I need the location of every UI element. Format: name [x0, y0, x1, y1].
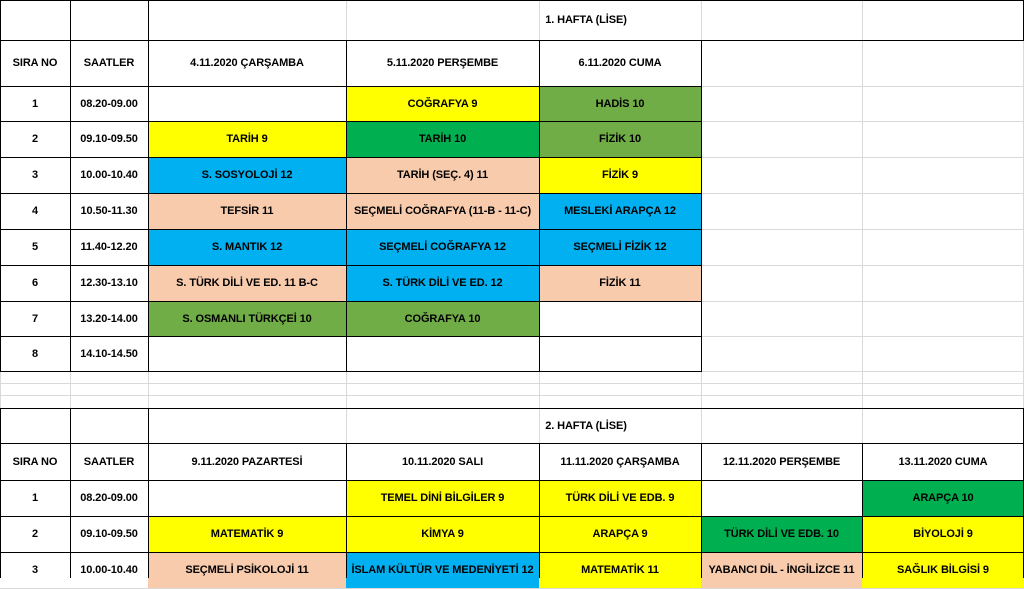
lesson-cell[interactable]: COĞRAFYA 9 — [346, 86, 539, 121]
lesson-cell[interactable]: S. OSMANLI TÜRKÇEİ 10 — [148, 301, 346, 336]
cell-border — [0, 301, 702, 302]
header-day-4 — [701, 40, 862, 86]
cell-border — [0, 480, 1024, 481]
lesson-cell[interactable]: TEMEL DİNİ BİLGİLER 9 — [346, 480, 539, 516]
row-time: 14.10-14.50 — [80, 347, 138, 360]
lesson-cell[interactable]: S. SOSYOLOJİ 12 — [148, 157, 346, 193]
header-day-3: 6.11.2020 CUMA — [578, 57, 662, 69]
lesson-cell[interactable]: KİMYA 9 — [346, 516, 539, 552]
row-time: 08.20-09.00 — [80, 97, 138, 110]
lesson-cell[interactable]: TARİH 10 — [346, 121, 539, 157]
lesson-cell[interactable]: S. MANTIK 12 — [148, 229, 346, 265]
lesson-cell[interactable]: ARAPÇA 10 — [862, 480, 1024, 516]
cell-border — [148, 0, 149, 372]
lesson-cell[interactable] — [862, 229, 1024, 265]
lesson-cell[interactable]: SEÇMELİ FİZİK 12 — [539, 229, 701, 265]
row-time: 09.10-09.50 — [80, 133, 138, 145]
lesson-cell[interactable]: FİZİK 9 — [539, 157, 701, 193]
lesson-cell[interactable] — [862, 336, 1024, 371]
lesson-cell[interactable] — [862, 121, 1024, 157]
lesson-cell[interactable]: TARİH (SEÇ. 4) 11 — [346, 157, 539, 193]
cell-border — [0, 193, 702, 194]
lesson-cell[interactable] — [701, 193, 862, 229]
lesson-cell[interactable] — [701, 86, 862, 121]
row-time: 13.20-14.00 — [80, 312, 138, 325]
lesson-cell[interactable]: TARİH 9 — [148, 121, 346, 157]
lesson-cell[interactable] — [701, 229, 862, 265]
row-number: 3 — [31, 169, 39, 181]
cell-border — [346, 443, 347, 578]
header-saatler: SAATLER — [83, 455, 135, 468]
cell-border — [0, 336, 702, 337]
row-time: 08.20-09.00 — [80, 492, 138, 504]
row-time: 10.50-11.30 — [80, 205, 138, 217]
cell-border — [0, 40, 1024, 41]
cell-border — [862, 443, 863, 578]
cell-border — [0, 121, 702, 122]
lesson-cell[interactable]: TÜRK DİLİ VE EDB. 10 — [701, 516, 862, 552]
lesson-cell[interactable]: S. TÜRK DİLİ VE ED. 11 B-C — [148, 265, 346, 301]
header-sira-no: SIRA NO — [12, 455, 58, 468]
lesson-cell[interactable]: ARAPÇA 9 — [539, 516, 701, 552]
row-number: 5 — [31, 241, 39, 253]
header-day-1: 9.11.2020 PAZARTESİ — [191, 455, 303, 468]
lesson-cell[interactable]: SEÇMELİ COĞRAFYA (11-B - 11-C) — [346, 193, 539, 229]
row-time: 11.40-12.20 — [80, 241, 138, 253]
header-sira-no: SIRA NO — [12, 57, 58, 69]
cell-border — [0, 516, 1024, 517]
lesson-cell[interactable] — [862, 193, 1024, 229]
cell-border — [0, 157, 702, 158]
week2-title: 2. HAFTA (LİSE) — [545, 419, 627, 432]
header-day-1: 4.11.2020 ÇARŞAMBA — [190, 57, 304, 69]
lesson-cell[interactable]: TÜRK DİLİ VE EDB. 9 — [539, 480, 701, 516]
lesson-cell[interactable]: MATEMATİK 9 — [148, 516, 346, 552]
lesson-cell[interactable] — [701, 480, 862, 516]
row-time: 12.30-13.10 — [80, 277, 138, 289]
cell-border — [70, 0, 71, 372]
lesson-cell[interactable] — [701, 157, 862, 193]
grid-line — [0, 383, 1024, 384]
header-day-4: 12.11.2020 PERŞEMBE — [722, 455, 841, 468]
week2-table — [0, 408, 1024, 577]
cell-border — [0, 371, 702, 372]
lesson-cell[interactable]: TEFSİR 11 — [148, 193, 346, 229]
lesson-cell[interactable]: BİYOLOJİ 9 — [862, 516, 1024, 552]
row-time: 10.00-10.40 — [80, 169, 138, 181]
cell-border — [539, 40, 540, 372]
row-number: 2 — [31, 133, 39, 145]
cell-border — [346, 40, 347, 372]
lesson-cell[interactable]: SAĞLIK BİLGİSİ 9 — [862, 552, 1024, 588]
cell-border — [539, 443, 540, 578]
lesson-cell[interactable] — [148, 336, 346, 371]
lesson-cell[interactable]: MATEMATİK 11 — [539, 552, 701, 588]
lesson-cell[interactable]: SEÇMELİ PSİKOLOJİ 11 — [148, 552, 346, 588]
lesson-cell[interactable] — [701, 301, 862, 336]
lesson-cell[interactable]: İSLAM KÜLTÜR VE MEDENİYETİ 12 — [346, 552, 539, 588]
lesson-cell[interactable] — [346, 336, 539, 371]
week1-title: 1. HAFTA (LİSE) — [545, 14, 627, 26]
lesson-cell[interactable]: FİZİK 11 — [539, 265, 701, 301]
cell-border — [0, 552, 1024, 553]
lesson-cell[interactable] — [539, 301, 701, 336]
cell-border — [0, 408, 1024, 409]
lesson-cell[interactable] — [148, 86, 346, 121]
lesson-cell[interactable] — [862, 301, 1024, 336]
lesson-cell[interactable]: YABANCI DİL - İNGİLİZCE 11 — [701, 552, 862, 588]
lesson-cell[interactable] — [862, 157, 1024, 193]
lesson-cell[interactable]: COĞRAFYA 10 — [346, 301, 539, 336]
row-number: 8 — [31, 347, 39, 360]
lesson-cell[interactable]: FİZİK 10 — [539, 121, 701, 157]
lesson-cell[interactable]: MESLEKİ ARAPÇA 12 — [539, 193, 701, 229]
header-day-2: 10.11.2020 SALI — [401, 455, 484, 468]
lesson-cell[interactable] — [862, 265, 1024, 301]
lesson-cell[interactable] — [701, 121, 862, 157]
header-day-2: 5.11.2020 PERŞEMBE — [386, 57, 499, 69]
lesson-cell[interactable]: S. TÜRK DİLİ VE ED. 12 — [346, 265, 539, 301]
cell-border — [701, 40, 702, 372]
header-day-5: 13.11.2020 CUMA — [898, 455, 988, 468]
row-time: 09.10-09.50 — [80, 528, 138, 540]
row-number: 7 — [31, 312, 39, 325]
grid-line — [862, 0, 863, 408]
row-number: 6 — [31, 277, 39, 289]
cell-border — [0, 443, 1024, 444]
cell-border — [0, 0, 1024, 1]
cell-border — [0, 229, 702, 230]
lesson-cell[interactable] — [539, 336, 701, 371]
lesson-cell[interactable] — [701, 336, 862, 371]
cell-border — [701, 443, 702, 578]
row-number: 2 — [31, 528, 39, 540]
header-saatler: SAATLER — [83, 57, 135, 69]
cell-border — [0, 0, 1, 372]
lesson-cell[interactable] — [701, 265, 862, 301]
cell-border — [0, 265, 702, 266]
row-number: 3 — [31, 564, 39, 576]
lesson-cell[interactable] — [148, 480, 346, 516]
cell-border — [0, 86, 702, 87]
row-number: 1 — [31, 97, 39, 110]
row-number: 4 — [31, 205, 39, 217]
grid-line — [0, 395, 1024, 396]
header-day-3: 11.11.2020 ÇARŞAMBA — [560, 455, 680, 468]
header-day-5 — [862, 40, 1024, 86]
lesson-cell[interactable] — [862, 86, 1024, 121]
lesson-cell[interactable]: HADİS 10 — [539, 86, 701, 121]
lesson-cell[interactable]: SEÇMELİ COĞRAFYA 12 — [346, 229, 539, 265]
row-number: 1 — [31, 492, 39, 504]
row-time: 10.00-10.40 — [80, 564, 138, 576]
